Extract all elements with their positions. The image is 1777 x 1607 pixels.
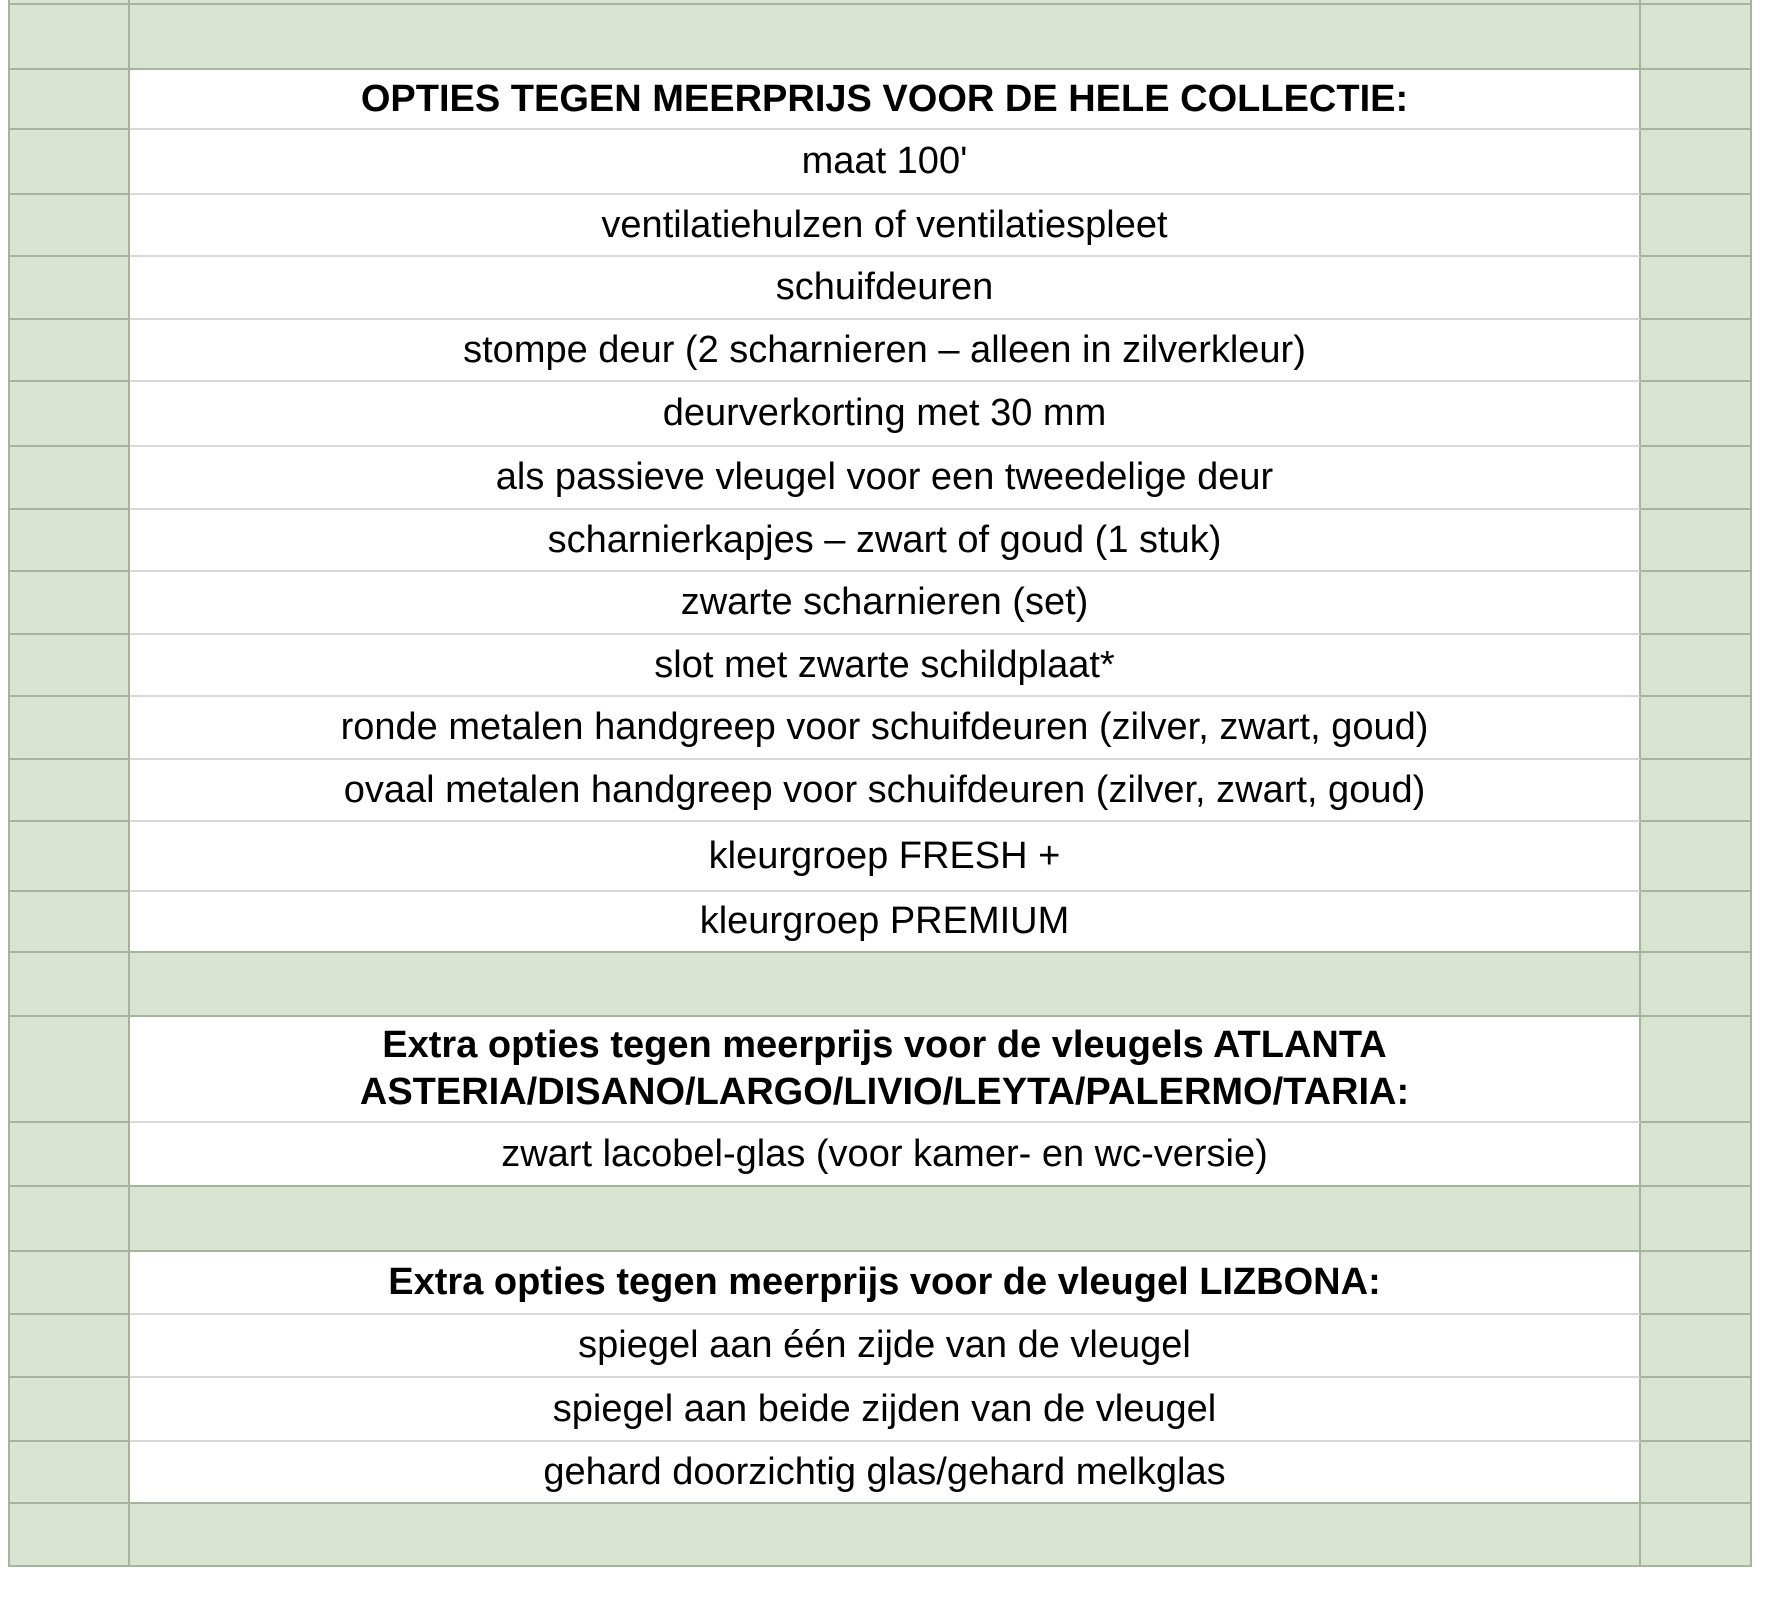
section-header-cell [130,70,1641,130]
option-cell [130,510,1641,572]
spacer-cell [130,5,1641,70]
left-gutter-cell [10,822,130,892]
left-gutter-cell [10,1017,130,1123]
table-row [10,760,1750,822]
right-gutter-cell [1641,1017,1750,1123]
table-row [10,320,1750,382]
right-gutter-cell [1641,5,1750,70]
left-gutter-cell [10,320,130,382]
left-gutter-cell [10,953,130,1017]
right-gutter-cell [1641,1187,1750,1252]
table-row [10,635,1750,697]
option-cell [130,130,1641,195]
table-row [10,1378,1750,1442]
section-header-cell [130,1252,1641,1315]
left-gutter-cell [10,1378,130,1442]
table-row [10,130,1750,195]
option-cell [130,382,1641,447]
option-cell [130,257,1641,320]
option-cell [130,195,1641,257]
option-text: kleurgroep FRESH + [708,834,1061,877]
left-gutter-cell [10,1252,130,1315]
table-row [10,1017,1750,1123]
right-gutter-cell [1641,892,1750,953]
table-row [10,447,1750,510]
left-gutter-cell [10,70,130,130]
table-row [10,1442,1750,1504]
option-text: ovaal metalen handgreep voor schuifdeuren (zilver, zwart, goud) [343,768,1426,811]
table-row [10,1315,1750,1378]
option-text: schuifdeuren [775,266,994,308]
option-text: ventilatiehulzen of ventilatiespleet [601,203,1168,246]
right-gutter-cell [1641,760,1750,822]
option-text: slot met zwarte schildplaat* [654,643,1115,686]
option-cell [130,1378,1641,1442]
left-gutter-cell [10,635,130,697]
option-text: spiegel aan beide zijden van de vleugel [552,1387,1217,1430]
left-gutter-cell [10,572,130,635]
spacer-cell [130,1504,1641,1567]
spacer-cell [130,1187,1641,1252]
option-text: ronde metalen handgreep voor schuifdeuren (zilver, zwart, goud) [340,706,1429,748]
table-row [10,195,1750,257]
left-gutter-cell [10,510,130,572]
left-gutter-cell [10,1315,130,1378]
option-text: stompe deur (2 scharnieren – alleen in zilverkleur) [463,328,1306,371]
option-cell [130,572,1641,635]
right-gutter-cell [1641,1123,1750,1187]
option-text: deurverkorting met 30 mm [662,392,1107,434]
options-table [8,0,1752,1567]
table-row [10,953,1750,1017]
section-header-text: Extra opties tegen meerprijs voor de vleugels ATLANTA ASTERIA/DISANO/LARGO/LIVIO/LEYTA/PALERMO/TARIA: [359,1024,1410,1113]
left-gutter-cell [10,697,130,760]
option-text: gehard doorzichtig glas/gehard melkglas [543,1450,1226,1493]
left-gutter-cell [10,130,130,195]
right-gutter-cell [1641,953,1750,1017]
section-header-text: Extra opties tegen meerprijs voor de vleugel LIZBONA: [388,1261,1381,1303]
option-text: maat 100' [801,140,968,182]
right-gutter-cell [1641,1252,1750,1315]
option-cell [130,447,1641,510]
right-gutter-cell [1641,447,1750,510]
right-gutter-cell [1641,1378,1750,1442]
right-gutter-cell [1641,257,1750,320]
option-text: scharnierkapjes – zwart of goud (1 stuk) [547,518,1222,561]
option-cell [130,822,1641,892]
section-header-text: OPTIES TEGEN MEERPRIJS VOOR DE HELE COLLECTIE: [360,77,1409,120]
option-cell [130,892,1641,953]
table-row [10,697,1750,760]
right-gutter-cell [1641,635,1750,697]
left-gutter-cell [10,5,130,70]
right-gutter-cell [1641,195,1750,257]
option-cell [130,635,1641,697]
left-gutter-cell [10,1187,130,1252]
right-gutter-cell [1641,320,1750,382]
option-text: zwarte scharnieren (set) [680,581,1089,623]
table-row [10,892,1750,953]
table-row [10,1504,1750,1567]
option-text: kleurgroep PREMIUM [699,900,1070,942]
option-cell [130,760,1641,822]
right-gutter-cell [1641,1315,1750,1378]
table-row [10,382,1750,447]
option-text: spiegel aan één zijde van de vleugel [578,1324,1191,1366]
table-row [10,5,1750,70]
right-gutter-cell [1641,130,1750,195]
option-cell [130,320,1641,382]
right-gutter-cell [1641,572,1750,635]
option-text: als passieve vleugel voor een tweedelige deur [495,456,1274,498]
right-gutter-cell [1641,510,1750,572]
right-gutter-cell [1641,1504,1750,1567]
left-gutter-cell [10,1442,130,1504]
option-text: zwart lacobel-glas (voor kamer- en wc-versie) [501,1132,1268,1175]
table-row [10,572,1750,635]
right-gutter-cell [1641,697,1750,760]
table-row [10,822,1750,892]
right-gutter-cell [1641,1442,1750,1504]
right-gutter-cell [1641,70,1750,130]
option-cell [130,1315,1641,1378]
option-cell [130,697,1641,760]
left-gutter-cell [10,195,130,257]
left-gutter-cell [10,892,130,953]
section-header-cell [130,1017,1641,1123]
table-row [10,1187,1750,1252]
left-gutter-cell [10,257,130,320]
left-gutter-cell [10,447,130,510]
table-row [10,1123,1750,1187]
right-gutter-cell [1641,382,1750,447]
right-gutter-cell [1641,822,1750,892]
table-row [10,70,1750,130]
left-gutter-cell [10,760,130,822]
spacer-cell [130,953,1641,1017]
left-gutter-cell [10,1504,130,1567]
left-gutter-cell [10,1123,130,1187]
table-row [10,257,1750,320]
table-row [10,1252,1750,1315]
left-gutter-cell [10,382,130,447]
option-cell [130,1442,1641,1504]
option-cell [130,1123,1641,1187]
table-row [10,510,1750,572]
